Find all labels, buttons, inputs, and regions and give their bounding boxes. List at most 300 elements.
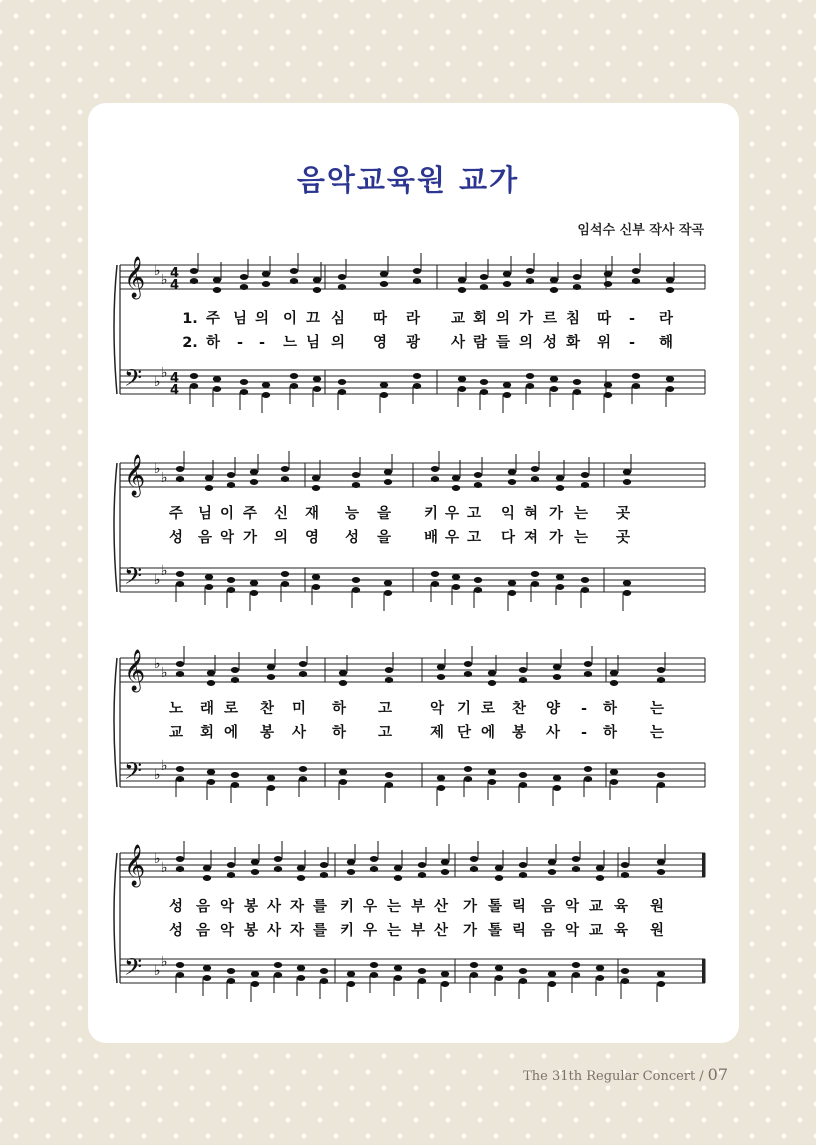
note-head [666,376,674,382]
note-head [610,779,618,785]
note-head [251,859,259,865]
note-head [584,766,592,772]
lyric-syllable: 교 [168,725,184,741]
lyric-syllable: 음 [195,923,211,939]
note-head [503,281,511,287]
lyric-syllable: 성 [168,530,184,546]
note-head [519,872,527,878]
lyric-syllable: 가 [548,506,564,522]
note-head [413,268,421,274]
system-bracket [114,463,117,592]
note-head [604,382,612,388]
lyric-syllable: 음 [197,530,213,546]
note-head [573,379,581,385]
lyric-syllable: - [258,335,266,351]
note-head [548,859,556,865]
system-bracket [114,265,117,394]
note-head [370,856,378,862]
lyric-syllable: 원 [649,923,665,939]
note-head [352,577,360,583]
system-bracket [114,658,117,787]
note-head [380,281,388,287]
note-head [281,571,289,577]
note-head [380,271,388,277]
lyric-syllable: 하 [602,725,618,741]
flat-icon: ♭ [161,860,168,876]
lyric-syllable: 이 [219,506,235,522]
lyric-syllable: 하 [331,701,347,717]
lyric-syllable: 래 [199,701,215,717]
lyric-syllable: 미 [291,701,307,717]
note-head [385,667,393,673]
lyric-syllable: 교 [450,311,466,327]
note-head [347,971,355,977]
note-head [437,785,445,791]
lyric-syllable: 악 [564,923,580,939]
note-head [573,389,581,395]
composer-credit: 임석수 신부 작사 작곡 [577,223,704,238]
note-head [657,981,665,987]
note-head [227,862,235,868]
lyric-syllable: 악 [429,701,445,717]
note-head [623,479,631,485]
note-head [556,584,564,590]
note-head [666,287,674,293]
note-head [581,482,589,488]
lyric-syllable: 악 [564,899,580,915]
note-head [213,376,221,382]
note-head [370,962,378,968]
lyric-syllable: 해 [658,335,674,351]
lyric-syllable: 찬 [511,701,527,717]
flat-icon: ♭ [154,767,161,783]
note-head [519,978,527,984]
note-head [519,667,527,673]
note-head [231,667,239,673]
lyric-syllable: 육 [613,899,629,915]
note-head [596,975,604,981]
note-head [441,859,449,865]
flat-icon: ♭ [161,954,168,970]
note-head [176,972,184,978]
note-head [621,872,629,878]
note-head [480,284,488,290]
lyric-syllable: 성 [168,899,184,915]
treble-clef-icon: 𝄞 [124,257,146,298]
lyric-syllable: 는 [573,530,589,546]
lyric-syllable: 화 [565,335,581,351]
note-head [464,776,472,782]
note-head [610,670,618,676]
note-head [474,482,482,488]
lyric-syllable: 봉 [511,725,527,741]
note-head [596,965,604,971]
lyric-syllable: 따 [596,311,612,327]
note-head [596,875,604,881]
note-head [250,580,258,586]
lyric-syllable: - [628,335,636,351]
note-head [441,981,449,987]
note-head [470,866,478,872]
note-head [394,975,402,981]
note-head [352,472,360,478]
note-head [240,284,248,290]
note-head [503,271,511,277]
note-head [250,479,258,485]
time-signature-bottom: 4 [170,278,180,293]
lyric-syllable: 의 [273,530,289,546]
lyric-syllable: 영 [304,530,320,546]
lyric-syllable: 톨 [487,923,503,939]
note-head [531,466,539,472]
note-head [632,278,640,284]
note-head [452,574,460,580]
note-head [550,277,558,283]
note-head [508,590,516,596]
note-head [657,782,665,788]
lyric-syllable: 가 [462,899,478,915]
lyric-syllable: 교 [588,923,604,939]
note-head [338,389,346,395]
note-head [604,392,612,398]
note-head [632,383,640,389]
note-head [464,766,472,772]
lyric-syllable: 신 [273,506,289,522]
treble-clef-icon: 𝄞 [124,455,146,496]
lyric-syllable: 가 [242,530,258,546]
note-head [227,577,235,583]
lyric-syllable: 에 [480,725,496,741]
note-head [262,271,270,277]
note-head [632,268,640,274]
note-head [299,766,307,772]
treble-staff [120,658,705,682]
lyric-syllable: 이 [282,311,298,327]
note-head [413,383,421,389]
note-head [176,466,184,472]
flat-icon: ♭ [161,470,168,486]
lyric-syllable: 의 [518,335,534,351]
note-head [548,869,556,875]
page-title: 음악교육원 교가 [296,163,520,197]
note-head [227,587,235,593]
time-signature-top: 4 [170,266,180,281]
lyric-syllable: 양 [545,701,561,717]
note-head [556,475,564,481]
lyric-syllable: 원 [649,899,665,915]
note-head [240,389,248,395]
note-head [339,779,347,785]
lyric-syllable: 라 [658,311,674,327]
note-head [572,972,580,978]
lyric-syllable: 음 [195,899,211,915]
music-system [114,253,705,413]
note-head [312,475,320,481]
lyric-syllable: 성 [344,530,360,546]
note-head [553,664,561,670]
note-head [205,485,213,491]
lyric-syllable: - [628,311,636,327]
note-head [431,466,439,472]
note-head [508,469,516,475]
flat-icon: ♭ [161,758,168,774]
lyric-syllable: 님 [197,506,213,522]
flat-icon: ♭ [154,851,161,867]
flat-icon: ♭ [154,963,161,979]
note-head [495,865,503,871]
note-head [657,869,665,875]
treble-clef-icon: 𝄞 [124,650,146,691]
note-head [458,287,466,293]
note-head [190,373,198,379]
bass-clef-icon: 𝄢 [124,757,143,790]
lyric-syllable: 릭 [511,899,527,915]
note-head [176,856,184,862]
note-head [572,866,580,872]
note-head [274,866,282,872]
treble-staff [120,853,705,877]
lyric-syllable: 우 [444,506,460,522]
note-head [205,574,213,580]
note-head [621,968,629,974]
note-head [299,671,307,677]
note-head [267,664,275,670]
note-head [418,968,426,974]
lyric-syllable: 키 [423,506,439,522]
note-head [281,581,289,587]
note-head [581,587,589,593]
note-head [610,680,618,686]
note-head [190,268,198,274]
note-head [262,392,270,398]
note-head [573,274,581,280]
lyric-syllable: 곳 [615,530,631,546]
note-head [452,485,460,491]
lyric-syllable: 심 [330,311,346,327]
lyric-syllable: 자 [289,899,305,915]
note-head [313,277,321,283]
note-head [203,875,211,881]
note-head [384,479,392,485]
note-head [267,785,275,791]
lyric-syllable: 라 [405,311,421,327]
note-head [267,775,275,781]
lyric-syllable: 광 [405,335,421,351]
music-system [114,451,705,611]
note-head [281,476,289,482]
note-head [313,386,321,392]
note-head [347,859,355,865]
lyric-syllable: 들 [495,335,511,351]
lyric-syllable: 는 [573,506,589,522]
note-head [339,769,347,775]
lyric-syllable: 봉 [259,725,275,741]
note-head [657,772,665,778]
lyric-syllable: 는 [386,923,402,939]
music-system [114,646,705,806]
note-head [227,968,235,974]
note-head [550,287,558,293]
note-head [274,972,282,978]
lyric-syllable: 2. [182,335,198,351]
lyric-syllable: 가 [518,311,534,327]
flat-icon: ♭ [161,365,168,381]
lyric-syllable: 산 [433,923,449,939]
note-head [312,485,320,491]
flat-icon: ♭ [161,272,168,288]
lyric-syllable: 악 [219,530,235,546]
lyric-syllable: 하 [602,701,618,717]
note-head [553,674,561,680]
note-head [431,476,439,482]
lyric-syllable: 는 [649,725,665,741]
note-head [384,590,392,596]
lyric-syllable: 침 [565,311,581,327]
note-head [623,469,631,475]
note-head [213,287,221,293]
lyric-syllable: 로 [480,701,496,717]
lyric-syllable: 찬 [259,701,275,717]
note-head [203,965,211,971]
note-head [464,661,472,667]
note-head [556,574,564,580]
note-head [176,476,184,482]
note-head [418,862,426,868]
note-head [274,962,282,968]
note-head [431,581,439,587]
note-head [572,962,580,968]
lyric-syllable: 봉 [243,899,259,915]
note-head [488,769,496,775]
note-head [274,856,282,862]
note-head [531,571,539,577]
lyric-syllable: 하 [331,725,347,741]
lyric-syllable: 로 [223,701,239,717]
lyric-syllable: 고 [466,530,482,546]
lyric-syllable: 우 [362,923,378,939]
note-head [666,386,674,392]
lyric-syllable: 고 [377,701,393,717]
note-head [474,587,482,593]
note-head [519,677,527,683]
note-head [573,284,581,290]
lyric-syllable: 주 [168,506,184,522]
lyric-syllable: 져 [523,530,539,546]
note-head [623,590,631,596]
page-footer [523,1065,728,1084]
treble-clef-icon: 𝄞 [124,845,146,886]
note-head [581,577,589,583]
note-head [623,580,631,586]
note-head [213,386,221,392]
lyric-syllable: 악 [219,899,235,915]
lyric-syllable: 교 [588,899,604,915]
note-head [394,965,402,971]
concert-name: The 31th Regular Concert [523,1069,696,1084]
note-head [297,975,305,981]
note-head [480,379,488,385]
note-head [205,584,213,590]
note-head [207,670,215,676]
note-head [347,981,355,987]
lyric-syllable: 하 [205,335,221,351]
lyric-syllable: 부 [410,899,426,915]
note-head [347,869,355,875]
note-head [470,972,478,978]
note-head [227,978,235,984]
final-barline [702,959,705,983]
note-head [313,376,321,382]
note-head [297,875,305,881]
lyric-syllable: 고 [377,725,393,741]
note-head [250,590,258,596]
final-barline [702,853,705,877]
note-head [413,278,421,284]
note-head [464,671,472,677]
note-head [441,869,449,875]
note-head [495,975,503,981]
note-head [290,383,298,389]
note-head [503,392,511,398]
note-head [297,965,305,971]
note-head [452,584,460,590]
note-head [531,476,539,482]
system-bracket [114,853,117,983]
note-head [556,485,564,491]
lyric-syllable: 산 [433,899,449,915]
lyric-syllable: 르 [542,311,558,327]
bass-clef-icon: 𝄢 [124,364,143,397]
note-head [281,466,289,472]
lyric-syllable: 성 [168,923,184,939]
lyric-syllable: 봉 [243,923,259,939]
note-head [205,475,213,481]
music-system [114,841,705,1002]
note-head [207,779,215,785]
note-head [339,680,347,686]
lyric-syllable: 부 [410,923,426,939]
lyric-syllable: 는 [649,701,665,717]
note-head [240,274,248,280]
note-head [176,866,184,872]
note-head [657,971,665,977]
lyric-syllable: 회 [199,725,215,741]
note-head [384,580,392,586]
note-head [470,856,478,862]
lyric-syllable: 혀 [523,506,539,522]
note-head [320,872,328,878]
note-head [176,671,184,677]
note-head [418,978,426,984]
note-head [418,872,426,878]
note-head [548,971,556,977]
note-head [176,581,184,587]
note-head [657,677,665,683]
note-head [553,775,561,781]
lyric-syllable: 사 [450,335,466,351]
flat-icon: ♭ [154,572,161,588]
note-head [548,981,556,987]
lyric-syllable: 릭 [511,923,527,939]
lyric-syllable: 기 [456,701,472,717]
lyric-syllable: 는 [386,899,402,915]
note-head [581,472,589,478]
note-head [176,661,184,667]
flat-icon: ♭ [154,374,161,390]
flat-icon: ♭ [161,563,168,579]
note-head [203,975,211,981]
note-head [338,284,346,290]
